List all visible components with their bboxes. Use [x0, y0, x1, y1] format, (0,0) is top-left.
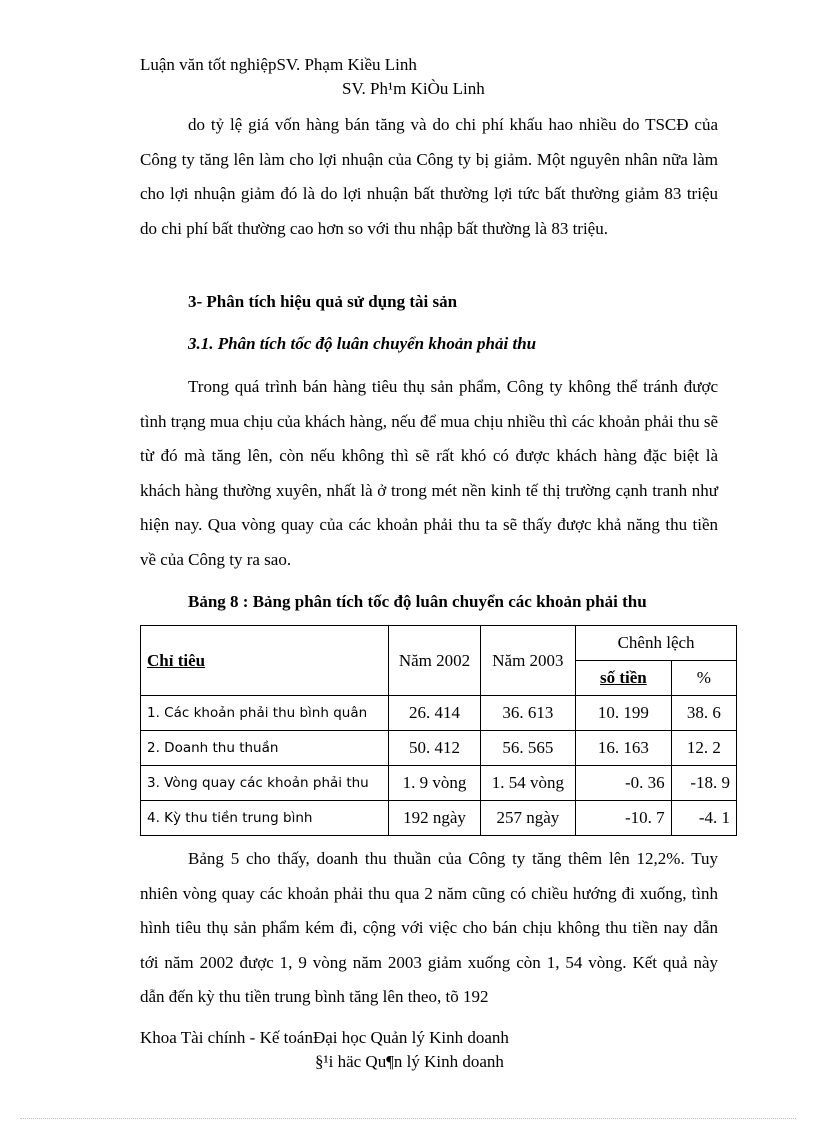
paragraph-analysis — [140, 842, 718, 1015]
cell-2002: 50. 412 — [389, 731, 480, 766]
paragraph-profit — [140, 108, 718, 246]
cell-2002: 192 ngày — [389, 801, 480, 836]
row-label: 4. Kỳ thu tiền trung bình — [141, 801, 389, 836]
table-caption: Bảng 8 : Bảng phân tích tốc độ luân chuyển các khoản phải thu — [188, 592, 647, 611]
table-row — [141, 766, 737, 801]
cell-2002: 26. 414 — [389, 696, 480, 731]
table-row — [141, 731, 737, 766]
section-heading: 3- Phân tích hiệu quả sử dụng tài sản — [188, 292, 458, 311]
paragraph-profit-text: do tỷ lệ giá vốn hàng bán tăng và do chi phí khấu hao nhiều do TSCĐ của Công ty tăng lên làm cho lợi nhuận của Công ty bị giảm. Một nguyên nhân nữa làm cho lợi nhuận giảm đó là do lợi nhuận bất thường lợi tức bất thường giảm 83 triệu do chi phí bất thường cao hơn so với thu nhập bất thường là 83 triệu. — [140, 115, 718, 238]
receivables-table — [140, 625, 737, 836]
cell-percent: 12. 2 — [671, 731, 736, 766]
header-indicator-label: Chỉ tiêu — [147, 650, 206, 670]
header-indicator — [141, 626, 389, 696]
paragraph-receivables-text: Trong quá trình bán hàng tiêu thụ sản phẩm, Công ty không thể tránh được tình trạng mua chịu của khách hàng, nếu để mua chịu nhiều thì các khoản phải thu sẽ từ đó mà tăng lên, còn nếu không thì sẽ rất khó có được khách hàng đặc biệt là khách hàng thường xuyên, nhất là ở trong mét nền kinh tế thị trường cạnh tranh như hiện nay. Qua vòng quay của các khoản phải thu ta sẽ thấy được khả năng thu tiền về của Công ty ra sao. — [140, 377, 718, 569]
header-line-1: Luận văn tốt nghiệpSV. Phạm Kiều Linh — [140, 55, 417, 74]
cell-percent: 38. 6 — [671, 696, 736, 731]
table-row — [141, 696, 737, 731]
footer-line-2: §¹i häc Qu¶n lý Kinh doanh — [315, 1052, 504, 1071]
paragraph-analysis-text: Bảng 5 cho thấy, doanh thu thuần của Công ty tăng thêm lên 12,2%. Tuy nhiên vòng quay các khoản phải thu qua 2 năm cũng có chiều hướng đi xuống, tình hình tiêu thụ sản phẩm kém đi, cộng với việc cho bán chịu không thu tiền nay dẫn tới năm 2002 được 1, 9 vòng năm 2003 giảm xuống còn 1, 54 vòng. Kết quả này dẫn đến kỳ thu tiền trung bình tăng lên theo, tõ 192 — [140, 849, 718, 1006]
header-amount-label: số tiền — [600, 668, 647, 687]
header-year-2003: Năm 2003 — [480, 626, 575, 696]
footer-line-1: Khoa Tài chính - Kế toánĐại học Quản lý Kinh doanh — [140, 1028, 509, 1047]
header-line-2: SV. Ph¹m KiÒu Linh — [342, 79, 485, 98]
cell-amount: -10. 7 — [576, 801, 671, 836]
cell-2003: 36. 613 — [480, 696, 575, 731]
row-label: 2. Doanh thu thuần — [141, 731, 389, 766]
header-difference: Chênh lệch — [576, 626, 737, 661]
page-bottom-divider — [20, 1118, 796, 1119]
header-percent: % — [671, 661, 736, 696]
subsection-heading: 3.1. Phân tích tốc độ luân chuyển khoản phải thu — [188, 334, 537, 353]
table-row — [141, 801, 737, 836]
cell-2003: 56. 565 — [480, 731, 575, 766]
cell-2003: 1. 54 vòng — [480, 766, 575, 801]
row-label: 3. Vòng quay các khoản phải thu — [141, 766, 389, 801]
row-label: 1. Các khoản phải thu bình quân — [141, 696, 389, 731]
header-year-2002: Năm 2002 — [389, 626, 480, 696]
cell-percent: -18. 9 — [671, 766, 736, 801]
header-amount — [576, 661, 671, 696]
cell-2002: 1. 9 vòng — [389, 766, 480, 801]
cell-amount: -0. 36 — [576, 766, 671, 801]
cell-amount: 10. 199 — [576, 696, 671, 731]
cell-2003: 257 ngày — [480, 801, 575, 836]
paragraph-receivables — [140, 370, 718, 577]
cell-percent: -4. 1 — [671, 801, 736, 836]
cell-amount: 16. 163 — [576, 731, 671, 766]
